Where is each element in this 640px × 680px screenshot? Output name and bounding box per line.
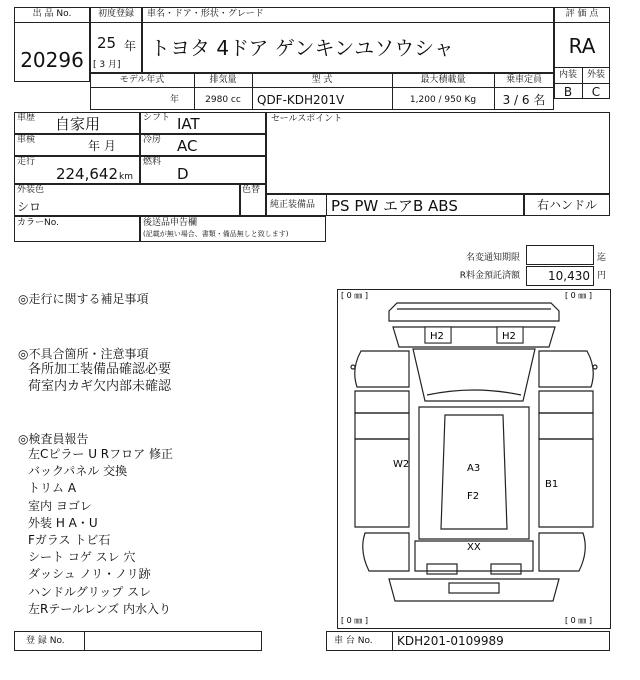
tire-tread-rear-right: [ 0 ㎜ ] (565, 616, 592, 625)
exterior-grade: C (591, 85, 601, 99)
damage-mark-a3: A3 (467, 463, 481, 474)
lot-number-label: 出 品 No. (32, 9, 72, 19)
defects-header: ◎不具合箇所・注意事項 (18, 347, 149, 361)
name-change-label: 名変通知期限 (465, 253, 520, 263)
report-item: 外装 H A・U (28, 515, 98, 530)
damage-mark-hood-left: H2 (430, 331, 444, 342)
lot-number: 20296 (20, 48, 84, 72)
inspector-report-header: ◎検査員報告 (18, 432, 89, 446)
report-item: バックパネル 交換 (28, 464, 128, 479)
history: 自家用 (55, 115, 101, 133)
aftermarket-note: (記載が無い場合、書類・備品無しと致します) (143, 230, 289, 238)
tire-tread-front-right: [ 0 ㎜ ] (565, 291, 592, 300)
car-name: トヨタ 4ドア ゲンキンユソウシャ (150, 36, 454, 60)
inspector-report-list (28, 446, 173, 618)
displacement-label: 排気量 (209, 75, 237, 85)
fuel: D (177, 165, 189, 183)
first-registration-month: [ 3 月] (93, 60, 121, 70)
name-change-unit: 迄 (597, 253, 607, 263)
report-item: 左Cピラー U Rフロア 修正 (28, 447, 173, 461)
shift: IAT (177, 115, 200, 133)
aftermarket-label: 後送品申告欄 (143, 218, 198, 228)
equipment-label: 純正装備品 (270, 200, 316, 210)
report-item: ダッシュ ノリ・ノリ跡 (28, 567, 151, 582)
driving-notes-header: ◎走行に関する補足事項 (18, 292, 149, 306)
steering: 右ハンドル (536, 198, 597, 212)
registration-no-label: 登 録 No. (26, 636, 65, 646)
report-item: トリム A (28, 481, 77, 496)
report-item: 左Rテールレンズ 内水入り (28, 601, 171, 616)
inspection: 年 月 (88, 139, 116, 153)
chassis-no: KDH201-0109989 (397, 634, 504, 648)
damage-mark-b1: B1 (545, 479, 559, 490)
damage-mark-f2: F2 (467, 491, 480, 502)
report-item: Fガラス トビ石 (28, 533, 111, 548)
defect-item: 各所加工装備品確認必要 (28, 362, 172, 377)
first-registration-label: 初度登録 (97, 9, 134, 19)
ac: AC (177, 137, 198, 155)
year-unit: 年 (124, 39, 137, 53)
recycle-label: R料金預託済額 (459, 271, 520, 281)
max-load-label: 最大積載量 (420, 75, 466, 85)
damage-mark-xx: XX (467, 542, 481, 553)
recycle-value: 10,430 (548, 269, 590, 283)
chassis-no-label: 車 台 No. (334, 636, 373, 646)
equipment: PS PW エアB ABS (331, 197, 458, 215)
exterior-color: シロ (17, 200, 42, 214)
model-year-label: モデル年式 (119, 75, 165, 85)
name-change-box (526, 245, 594, 265)
history-label: 車歴 (17, 113, 36, 123)
mileage-label: 走行 (17, 157, 36, 167)
fuel-label: 燃料 (143, 157, 162, 167)
recolor-label: 色替 (242, 185, 261, 195)
displacement: 2980 cc (205, 95, 241, 105)
first-registration-year: 25 (97, 34, 117, 52)
type-label: 型 式 (311, 75, 333, 85)
car-outline (351, 303, 597, 601)
exterior-color-box (14, 184, 240, 216)
capacity: 3 / 6 名 (502, 93, 546, 107)
color-no-label: カラーNo. (17, 218, 59, 228)
mileage-unit: km (119, 172, 133, 182)
interior-grade: B (563, 85, 573, 99)
damage-mark-hood-right: H2 (502, 331, 516, 342)
model-type: QDF-KDH201V (257, 93, 345, 107)
mileage: 224,642 (55, 165, 118, 183)
inspection-label: 車検 (17, 135, 36, 145)
max-load: 1,200 / 950 Kg (409, 95, 477, 105)
exterior-grade-label: 外装 (586, 70, 605, 80)
car-name-label: 車名・ドア・形状・グレード (147, 9, 264, 19)
recycle-unit: 円 (597, 271, 607, 281)
report-item: シート コゲ スレ 穴 (28, 550, 136, 565)
tire-tread-front-left: [ 0 ㎜ ] (341, 291, 368, 300)
defects-list (28, 361, 171, 395)
model-year-unit: 年 (170, 95, 180, 105)
shift-label: シフト (143, 113, 171, 123)
car-damage-diagram (337, 289, 611, 629)
tire-tread-rear-left: [ 0 ㎜ ] (341, 616, 368, 625)
defect-item: 荷室内カギ欠内部未確認 (28, 379, 172, 394)
exterior-color-label: 外装色 (17, 185, 45, 195)
sales-point-label: セールスポイント (271, 114, 343, 124)
grade-label: 評 価 点 (565, 9, 599, 19)
report-item: 室内 ヨゴレ (28, 498, 92, 513)
report-item: ハンドルグリップ スレ (28, 584, 152, 599)
damage-mark-w2: W2 (393, 459, 410, 470)
capacity-label: 乗車定員 (505, 75, 542, 85)
interior-grade-label: 内装 (558, 70, 577, 80)
overall-grade: RA (568, 34, 596, 58)
ac-label: 冷房 (143, 135, 162, 145)
